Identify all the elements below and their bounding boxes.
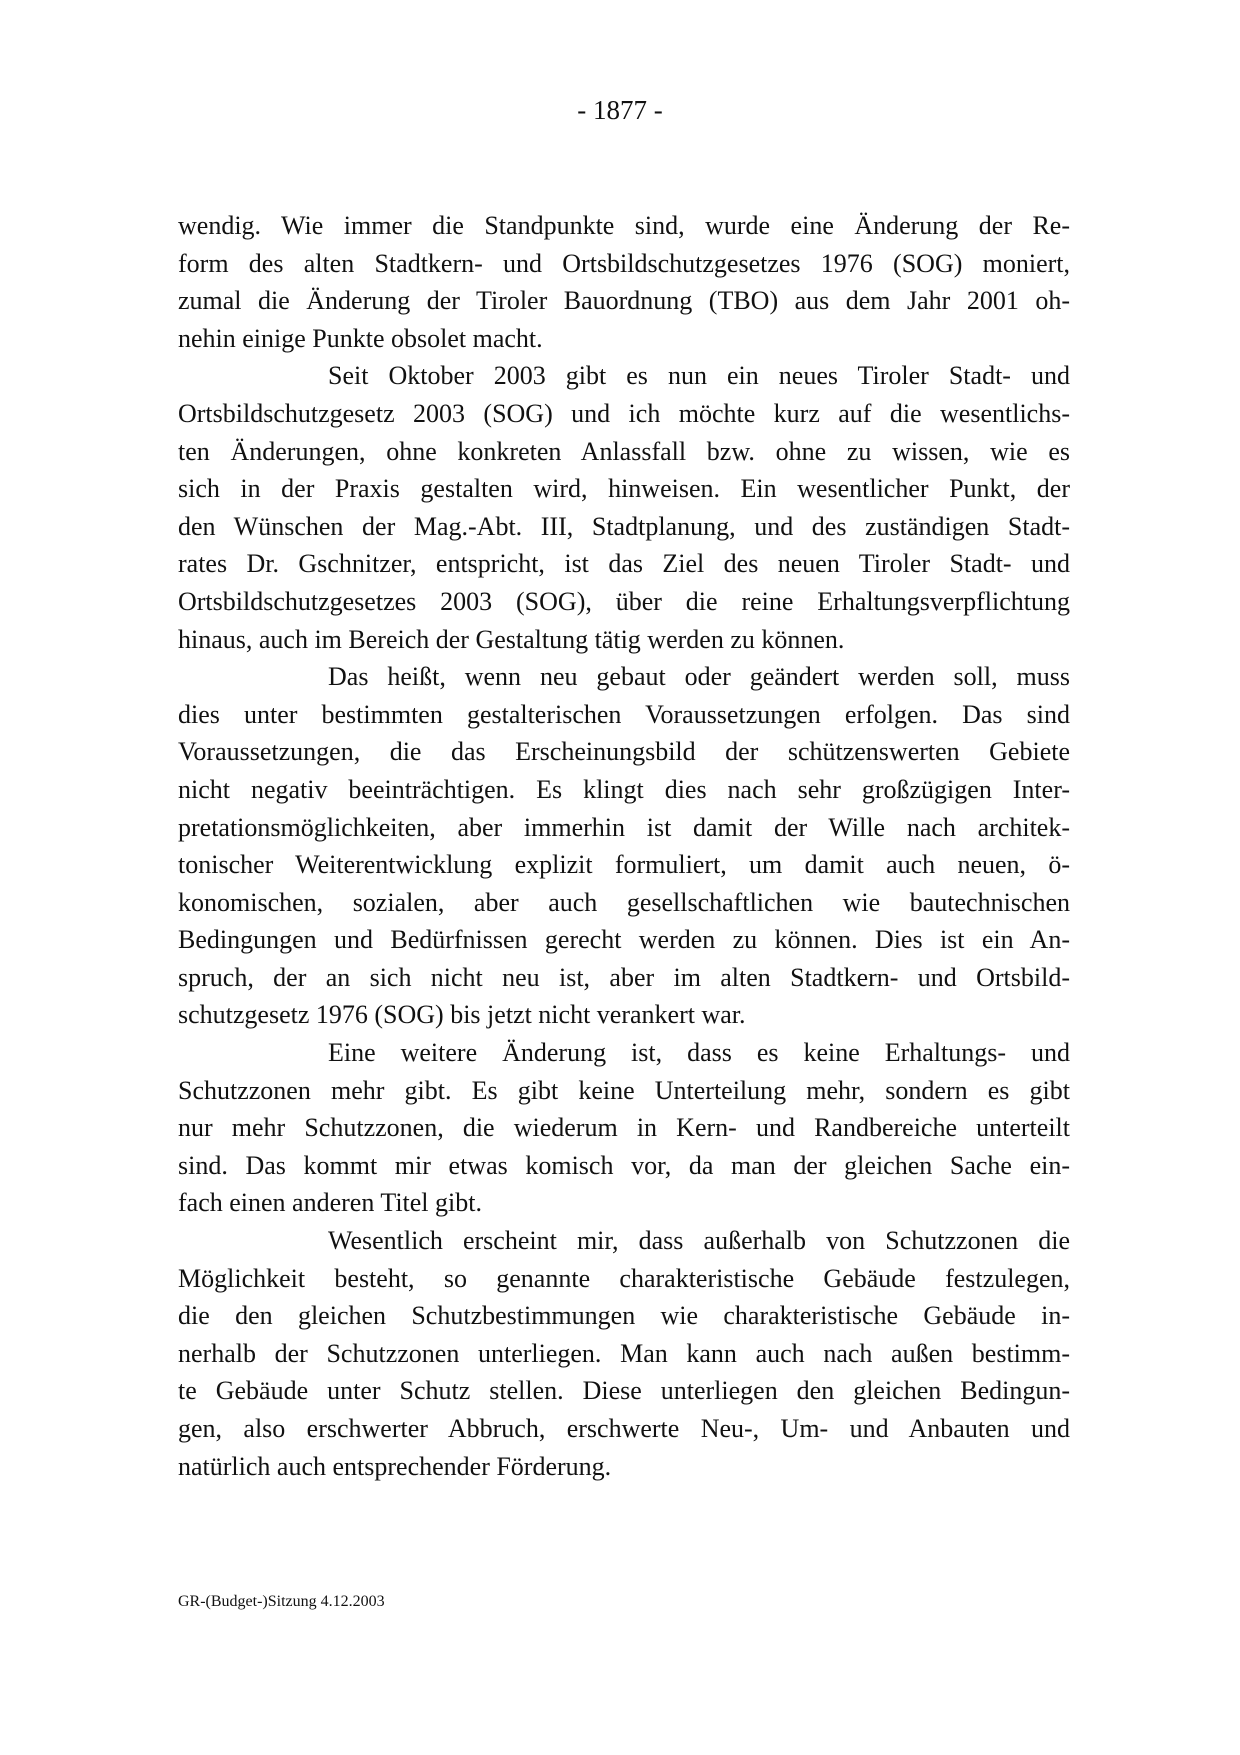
text-line: Voraussetzungen, die das Erscheinungsbild der schützenswerten Gebiete: [178, 737, 1070, 767]
paragraph-4: [178, 1034, 1070, 1222]
text-line: nicht negativ beeinträchtigen. Es klingt dies nach sehr großzügigen Inter-: [178, 774, 1070, 804]
text-line: spruch, der an sich nicht neu ist, aber im alten Stadtkern- und Ortsbild-: [178, 962, 1070, 992]
text-line: schutzgesetz 1976 (SOG) bis jetzt nicht verankert war.: [178, 1000, 746, 1030]
text-line: sind. Das kommt mir etwas komisch vor, da man der gleichen Sache ein-: [178, 1150, 1070, 1180]
text-line: fach einen anderen Titel gibt.: [178, 1188, 482, 1218]
body-text: [178, 207, 1070, 1485]
text-line: Ortsbildschutzgesetzes 2003 (SOG), über die reine Erhaltungsverpflichtung: [178, 586, 1070, 616]
text-line: gen, also erschwerter Abbruch, erschwerte Neu-, Um- und Anbauten und: [178, 1414, 1070, 1443]
text-line: konomischen, sozialen, aber auch gesellschaftlichen wie bautechnischen: [178, 887, 1070, 917]
text-line: wendig. Wie immer die Standpunkte sind, wurde eine Änderung der Re-: [178, 211, 1070, 240]
page-header-number: - 1877 -: [577, 95, 663, 125]
text-line: sich in der Praxis gestalten wird, hinweisen. Ein wesentlicher Punkt, der: [178, 474, 1070, 504]
text-line: nur mehr Schutzzonen, die wiederum in Kern- und Randbereiche unterteilt: [178, 1113, 1070, 1143]
text-line: ten Änderungen, ohne konkreten Anlassfall bzw. ohne zu wissen, wie es: [178, 436, 1070, 466]
text-line: rates Dr. Gschnitzer, entspricht, ist das Ziel des neuen Tiroler Stadt- und: [178, 549, 1070, 579]
text-line: Eine weitere Änderung ist, dass es keine Erhaltungs- und: [328, 1038, 1070, 1068]
text-line: nehin einige Punkte obsolet macht.: [178, 323, 543, 353]
text-line: zumal die Änderung der Tiroler Bauordnung (TBO) aus dem Jahr 2001 oh-: [178, 286, 1070, 316]
text-line: den Wünschen der Mag.-Abt. III, Stadtplanung, und des zuständigen Stadt-: [178, 511, 1070, 541]
text-line: Wesentlich erscheint mir, dass außerhalb von Schutzzonen die: [328, 1226, 1070, 1256]
text-line: form des alten Stadtkern- und Ortsbildschutzgesetzes 1976 (SOG) moniert,: [178, 248, 1070, 278]
text-line: dies unter bestimmten gestalterischen Voraussetzungen erfolgen. Das sind: [178, 699, 1070, 729]
text-line: Ortsbildschutzgesetz 2003 (SOG) und ich möchte kurz auf die wesentlichs-: [178, 398, 1070, 428]
text-line: Möglichkeit besteht, so genannte charakteristische Gebäude festzulegen,: [178, 1263, 1070, 1293]
text-line: Das heißt, wenn neu gebaut oder geändert werden soll, muss: [328, 662, 1070, 692]
paragraph-1: [178, 207, 1070, 357]
text-line: Seit Oktober 2003 gibt es nun ein neues Tiroler Stadt- und: [328, 361, 1070, 391]
text-line: die den gleichen Schutzbestimmungen wie charakteristische Gebäude in-: [178, 1301, 1070, 1331]
text-line: Schutzzonen mehr gibt. Es gibt keine Unterteilung mehr, sondern es gibt: [178, 1075, 1070, 1105]
text-line: te Gebäude unter Schutz stellen. Diese unterliegen den gleichen Bedingun-: [178, 1376, 1070, 1406]
text-line: natürlich auch entsprechender Förderung.: [178, 1451, 612, 1481]
text-line: pretationsmöglichkeiten, aber immerhin ist damit der Wille nach architek-: [178, 812, 1070, 842]
paragraph-2: [178, 357, 1070, 658]
text-line: nerhalb der Schutzzonen unterliegen. Man kann auch nach außen bestimm-: [178, 1338, 1070, 1368]
text-line: tonischer Weiterentwicklung explizit formuliert, um damit auch neuen, ö-: [178, 850, 1070, 880]
page-footer: GR-(Budget-)Sitzung 4.12.2003: [178, 1593, 385, 1610]
text-line: hinaus, auch im Bereich der Gestaltung tätig werden zu können.: [178, 624, 845, 654]
paragraph-5: [178, 1222, 1070, 1485]
paragraph-3: [178, 658, 1070, 1034]
text-line: Bedingungen und Bedürfnissen gerecht werden zu können. Dies ist ein An-: [178, 925, 1070, 955]
